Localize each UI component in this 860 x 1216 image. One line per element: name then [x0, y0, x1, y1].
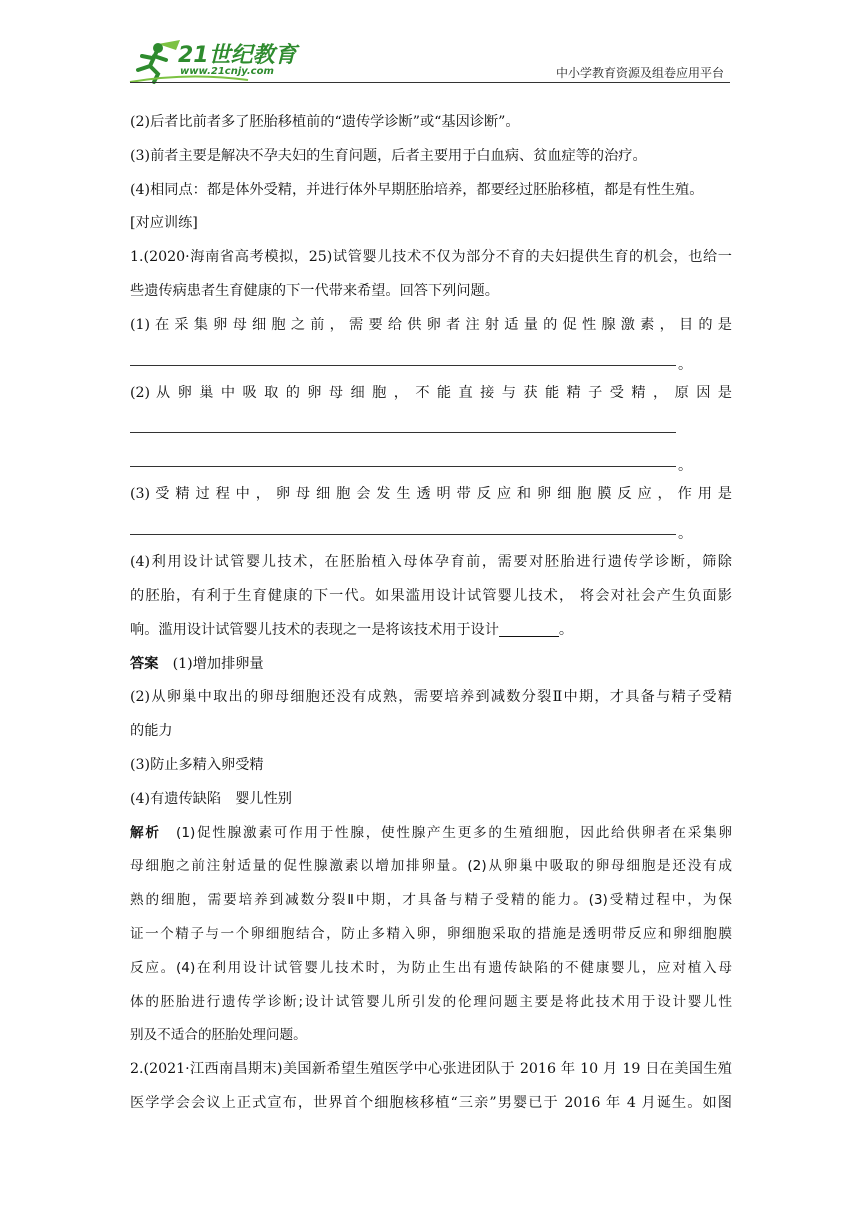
logo-url: www.21cnjy.com: [180, 66, 274, 77]
analysis-line: 熟的细胞，需要培养到减数分裂Ⅱ中期，才具备与精子受精的能力。(3)受精过程中，为保: [130, 892, 732, 909]
answer-line: (3)防止多精入卵受精: [130, 756, 264, 773]
question-2-stem: 2.(2021·江西南昌期末)美国新希望生殖医学中心张进团队于 2016 年 10 月 19 日在美国生殖: [130, 1061, 732, 1078]
section-heading: [对应训练]: [130, 215, 198, 232]
answer-line: 的能力: [130, 723, 173, 740]
question-1-stem: 1.(2020·海南省高考模拟，25)试管婴儿技术不仅为部分不育的夫妇提供生育的机会，也给一: [130, 249, 732, 266]
analysis-line: 母细胞之前注射适量的促性腺激素以增加排卵量。(2)从卵巢中吸取的卵母细胞是还没有成: [130, 858, 732, 875]
question-1-part-4: (4)利用设计试管婴儿技术，在胚胎植入母体孕育前，需要对胚胎进行遗传学诊断，筛除: [130, 554, 732, 571]
header-divider: [130, 82, 730, 83]
question-1-part-4: 的胚胎，有利于生育健康的下一代。如果滥用设计试管婴儿技术， 将会对社会产生负面影: [130, 587, 732, 604]
question-1-part-1: (1) 在 采 集 卵 母 细 胞 之 前 ， 需 要 给 供 卵 者 注 射 适 量 的 促 性 腺 激 素 ， 目 的 是: [130, 316, 732, 333]
answer-line: (4)有遗传缺陷 婴儿性别: [130, 790, 292, 807]
analysis-line: 解析 (1)促性腺激素可作用于性腺，使性腺产生更多的生殖细胞，因此给供卵者在采集卵: [130, 824, 732, 841]
answer-blank[interactable]: [499, 620, 559, 637]
analysis-line: 别及不适合的胚胎处理问题。: [130, 1027, 307, 1044]
analysis-line: 体的胚胎进行遗传学诊断;设计试管婴儿所引发的伦理问题主要是将此技术用于设计婴儿性: [130, 993, 732, 1010]
answer-line: (2)从卵巢中取出的卵母细胞还没有成熟，需要培养到减数分裂Ⅱ中期，才具备与精子受精: [130, 689, 732, 706]
analysis-line: 证一个精子与一个卵细胞结合，防止多精入卵，卵细胞采取的措施是透明带反应和卵细胞膜: [130, 925, 732, 942]
question-1-part-2: (2) 从 卵 巢 中 吸 取 的 卵 母 细 胞 ， 不 能 直 接 与 获 能 精 子 受 精 ， 原 因 是: [130, 384, 732, 401]
answer-line: 答案 (1)增加排卵量: [130, 655, 264, 672]
analysis-label: 解析: [130, 824, 161, 841]
question-1-stem: 些遗传病患者生育健康的下一代带来希望。回答下列问题。: [130, 282, 499, 299]
text-line: (2)后者比前者多了胚胎移植前的“遗传学诊断”或“基因诊断”。: [130, 114, 520, 130]
answer-blank[interactable]: 。: [130, 512, 732, 546]
answer-blank[interactable]: 。: [130, 343, 732, 377]
answer-blank[interactable]: 。: [130, 444, 732, 478]
analysis-line: 反应。(4)在利用设计试管婴儿技术时，为防止生出有遗传缺陷的不健康婴儿，应对植入母: [130, 959, 732, 976]
document-body: [130, 106, 732, 1121]
question-1-part-4: 响。滥用设计试管婴儿技术的表现之一是将该技术用于设计 。: [130, 621, 574, 638]
question-2-stem: 医学学会会议上正式宣布，世界首个细胞核移植“三亲”男婴已于 2016 年 4 月诞生。如图: [130, 1094, 732, 1111]
question-1-part-3: (3) 受 精 过 程 中 ， 卵 母 细 胞 会 发 生 透 明 带 反 应 和 卵 细 胞 膜 反 应 ， 作 用 是: [130, 486, 732, 503]
page-header: [0, 0, 860, 90]
answer-label: 答案: [130, 655, 159, 672]
text-line: (3)前者主要是解决不孕夫妇的生育问题，后者主要用于白血病、贫血症等的治疗。: [130, 147, 647, 164]
text-line: (4)相同点：都是体外受精，并进行体外早期胚胎培养，都要经过胚胎移植，都是有性生殖。: [130, 181, 704, 198]
logo-text: 21世纪教育: [178, 43, 297, 68]
answer-blank[interactable]: [130, 410, 732, 444]
platform-name: 中小学教育资源及组卷应用平台: [555, 66, 724, 80]
